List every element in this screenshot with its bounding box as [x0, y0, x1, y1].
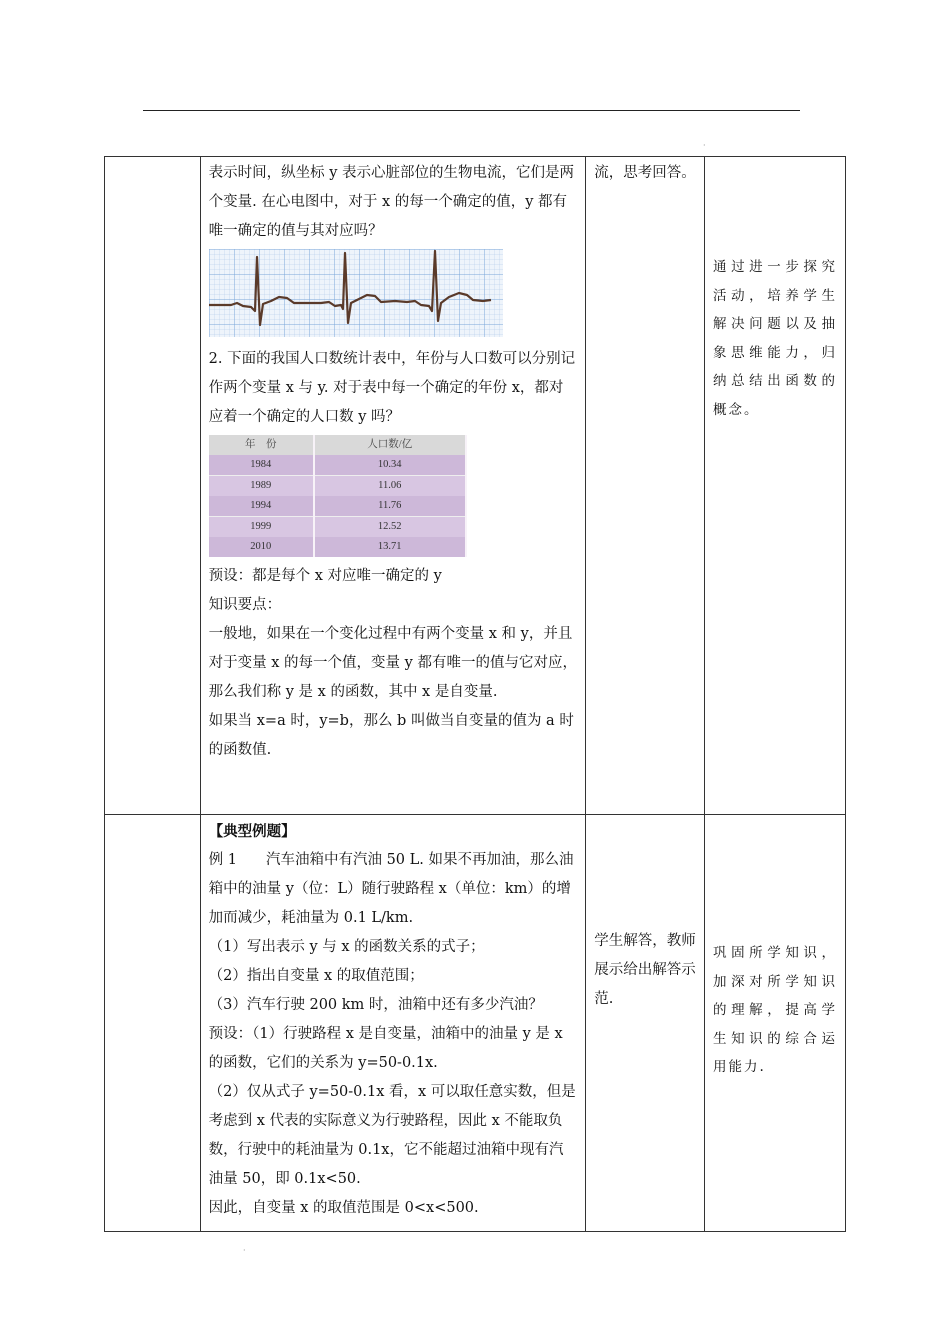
- student-activity-text: 流，思考回答。: [594, 165, 696, 181]
- answer-1: 预设：（1）行驶路程 x 是自变量，油箱中的油量 y 是 x 的函数，它们的关系为 y=50-0.1x.: [208, 1026, 563, 1071]
- table-row: [105, 815, 846, 1232]
- population-table: [209, 435, 467, 557]
- section-title: 【典型例题】: [208, 823, 296, 840]
- table-row: [105, 157, 846, 815]
- population-row: [209, 496, 466, 517]
- page-mark: ·: [703, 141, 706, 150]
- example-text: 例 1 汽车油箱中有汽油 50 L. 如果不再加油，那么油箱中的油量 y（位：L）随行驶路程 x（单位：km）的增加而减少，耗油量为 0.1 L/km.: [208, 852, 574, 926]
- population-row: [209, 517, 466, 538]
- preset-text: 预设：都是每个 x 对应唯一确定的 y: [208, 568, 442, 584]
- population-cell: 13.71: [314, 537, 466, 557]
- lesson-table: [104, 156, 846, 1232]
- content-cell: [200, 815, 586, 1232]
- example-question-3: （3）汽车行驶 200 km 时，油箱中还有多少汽油？: [208, 997, 543, 1013]
- population-row: [209, 455, 466, 476]
- remark-text: 巩固所学知识，加深对所学知识的理解，提高学生知识的综合运用能力.: [713, 945, 837, 1075]
- content-cell: [200, 157, 586, 815]
- function-value-text: 如果当 x=a 时，y=b，那么 b 叫做当自变量的值为 a 时的函数值.: [208, 713, 574, 758]
- stage-cell: [105, 815, 201, 1232]
- header-rule: [143, 110, 800, 111]
- page-mark-bottom: ·: [243, 1246, 246, 1255]
- example-question-1: （1）写出表示 y 与 x 的函数关系的式子；: [208, 939, 485, 955]
- remark-cell: [705, 157, 846, 815]
- student-activity-cell: [586, 815, 705, 1232]
- year-cell: 2010: [209, 537, 314, 557]
- question-2: 2. 下面的我国人口数统计表中，年份与人口数可以分别记作两个变量 x 与 y. 对于表中每一个确定的年份 x，都对应着一个确定的人口数 y 吗？: [208, 351, 576, 425]
- population-row: [209, 476, 466, 497]
- ecg-image: [209, 249, 503, 337]
- ecg-question: 表示时间，纵坐标 y 表示心脏部位的生物电流，它们是两个变量. 在心电图中，对于 x 的每一个确定的值，y 都有唯一确定的值与其对应吗？: [208, 165, 575, 239]
- remark-text: 通过进一步探究活动，培养学生解决问题以及抽象思维能力，归纳总结出函数的概念。: [713, 259, 837, 418]
- remark-cell: [705, 815, 846, 1232]
- year-cell: 1989: [209, 476, 314, 497]
- stage-cell: [105, 157, 201, 815]
- year-cell: 1994: [209, 496, 314, 517]
- year-cell: 1984: [209, 455, 314, 476]
- answer-3: 因此，自变量 x 的取值范围是 0<x<500.: [208, 1200, 479, 1216]
- student-activity-text: 学生解答，教师展示给出解答示范.: [594, 933, 696, 1007]
- population-header-row: [209, 435, 466, 455]
- student-activity-cell: [586, 157, 705, 815]
- header-population: 人口数/亿: [314, 435, 466, 455]
- population-cell: 10.34: [314, 455, 466, 476]
- population-cell: 12.52: [314, 517, 466, 538]
- answer-2: （2）仅从式子 y=50-0.1x 看，x 可以取任意实数，但是考虑到 x 代表的实际意义为行驶路程，因此 x 不能取负数，行驶中的耗油量为 0.1x，它不能超过油箱中现有汽油量 50，即 0.1x<50.: [208, 1084, 576, 1187]
- population-cell: 11.06: [314, 476, 466, 497]
- definition-text: 一般地，如果在一个变化过程中有两个变量 x 和 y，并且对于变量 x 的每一个值，变量 y 都有唯一的值与它对应，那么我们称 y 是 x 的函数，其中 x 是自变量.: [208, 626, 577, 700]
- example-question-2: （2）指出自变量 x 的取值范围；: [208, 968, 424, 984]
- knowledge-title: 知识要点：: [208, 597, 282, 613]
- population-cell: 11.76: [314, 496, 466, 517]
- population-row: [209, 537, 466, 557]
- header-year: 年 份: [209, 435, 314, 455]
- year-cell: 1999: [209, 517, 314, 538]
